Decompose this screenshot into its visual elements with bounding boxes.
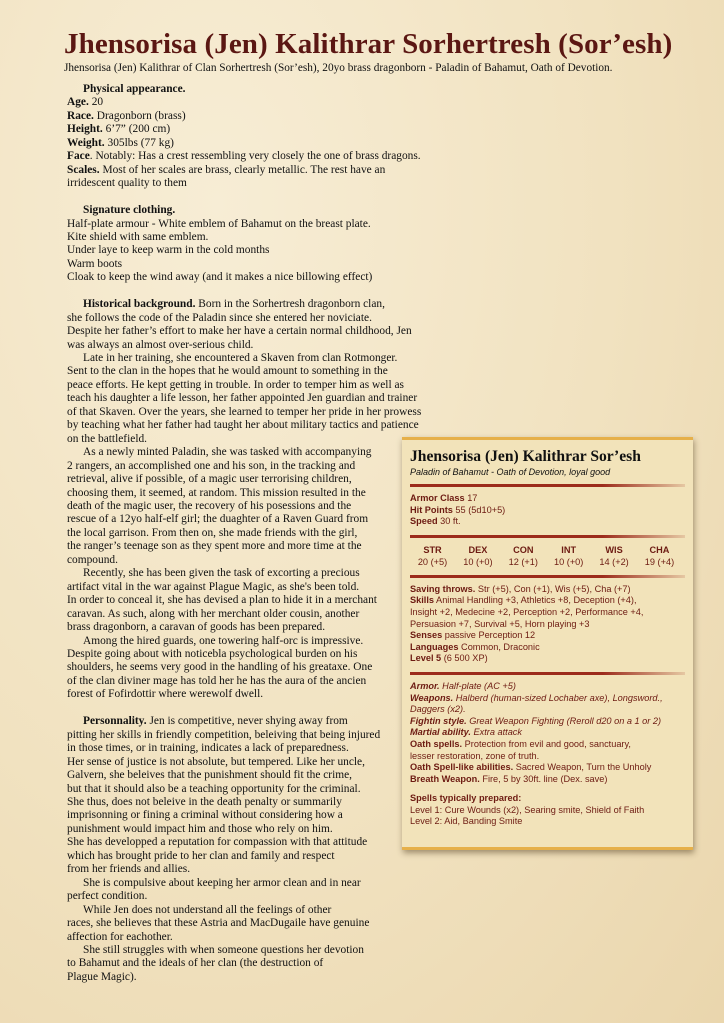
breath-weapon-label: Breath Weapon. bbox=[410, 773, 480, 784]
main-text bbox=[67, 83, 422, 984]
history-line: she follows the code of the Paladin since she entered her noviciate. bbox=[67, 311, 372, 324]
clothing-line: Half-plate armour - White emblem of Bahamut on the breast plate. bbox=[67, 217, 371, 230]
history-line: Despite going about with noticebla psychological burden on his bbox=[67, 648, 358, 660]
stat-block bbox=[402, 437, 693, 850]
history-line: Among the hired guards, one towering half-orc is impressive. bbox=[83, 634, 364, 647]
history-line: choosing them, it seemed, at random. This mission resulted in the bbox=[67, 486, 366, 499]
race-label: Race. bbox=[67, 109, 94, 122]
ability-scores bbox=[410, 544, 682, 568]
oath-spells-value-cont: lesser restoration, zone of truth. bbox=[410, 750, 540, 761]
history-line: caravan. As such, along with her merchant older cousin, another bbox=[67, 607, 360, 620]
level-label: Level 5 bbox=[410, 653, 442, 664]
ability-name: STR bbox=[423, 544, 442, 555]
history-first-line: Born in the Sorhertresh dragonborn clan, bbox=[195, 298, 385, 311]
speed-value: 30 ft. bbox=[437, 516, 461, 527]
stat-divider bbox=[410, 672, 685, 675]
history-line: artifact vital in the war against Plague Magic, as she's been told. bbox=[67, 580, 360, 593]
history-line: retrieval, alive if possible, of a magic user terrorising children, bbox=[67, 473, 352, 486]
history-line: rescue of a 12yo half-elf girl; the duaghter of a Raven Guard from bbox=[67, 513, 369, 526]
ability-str bbox=[410, 544, 455, 568]
senses-value: passive Perception 12 bbox=[442, 630, 536, 641]
skills-label: Skills bbox=[410, 595, 435, 606]
history-heading: Historical background. bbox=[83, 298, 196, 311]
clothing-line: Cloak to keep the wind away (and it makes a nice billowing effect) bbox=[67, 271, 373, 284]
ability-value: 14 (+2) bbox=[599, 556, 629, 567]
scales-label: Scales. bbox=[67, 163, 100, 176]
ability-name: CON bbox=[513, 544, 534, 555]
weapons-value-cont: Daggers (x2). bbox=[410, 704, 466, 715]
languages-value: Common, Draconic bbox=[458, 641, 540, 652]
ability-name: CHA bbox=[649, 544, 670, 555]
height-label: Height. bbox=[67, 123, 103, 136]
personality-first-line: Jen is competitive, never shying away from bbox=[146, 715, 348, 728]
clothing-line: Under laye to keep warm in the cold months bbox=[67, 244, 270, 257]
history-line: on the battlefield. bbox=[67, 432, 148, 445]
personality-line: punishment would impact him and those who rely on him. bbox=[67, 822, 333, 835]
history-line: of that Skaven. Over the years, she learned to temper her pride in her prowess bbox=[67, 405, 422, 418]
personality-line: races, she believes that these Astria and MacDugaile have genuine bbox=[67, 917, 370, 930]
martial-label: Martial ability. bbox=[410, 727, 471, 738]
clothing-line: Kite shield with same emblem. bbox=[67, 230, 209, 243]
height-value: 6’7” (200 cm) bbox=[105, 123, 171, 136]
ac-label: Armor Class bbox=[410, 493, 465, 503]
personality-line: She is compulsive about keeping her armor clean and in near bbox=[83, 876, 361, 889]
history-line: Sent to the clan in the hopes that he would amount to something in the bbox=[67, 365, 388, 378]
race-value: Dragonborn (brass) bbox=[96, 109, 186, 122]
age-value: 20 bbox=[91, 96, 104, 109]
weight-value: 305lbs (77 kg) bbox=[107, 136, 174, 149]
ac-value: 17 bbox=[464, 493, 478, 503]
history-line: 2 rangers, an accomplished one and his son, in the tracking and bbox=[67, 459, 356, 472]
ability-name: INT bbox=[561, 544, 577, 555]
ability-wis bbox=[592, 544, 637, 568]
skills-value: Animal Handling +3, Athletics +8, Deception (+4), bbox=[434, 595, 637, 606]
stat-divider bbox=[410, 575, 685, 578]
ability-int bbox=[546, 544, 591, 568]
ability-con bbox=[501, 544, 546, 568]
weapons-label: Weapons. bbox=[410, 692, 454, 703]
history-line: Despite her father’s effort to make her have a certain normal childhood, Jen bbox=[67, 325, 412, 338]
page-subtitle: Jhensorisa (Jen) Kalithrar of Clan Sorhertresh (Sor’esh), 20yo brass dragonborn - Paladin of Bahamut, Oath of Devotion. bbox=[64, 62, 613, 74]
hp-label: Hit Points bbox=[410, 504, 453, 515]
senses-label: Senses bbox=[410, 630, 443, 641]
history-line: forest of Fofirdottir where werewolf dwell. bbox=[67, 688, 264, 701]
age-label: Age. bbox=[67, 96, 89, 109]
history-line: was always an almost over-serious child. bbox=[67, 338, 254, 351]
ability-value: 10 (+0) bbox=[553, 556, 584, 567]
history-line: shoulders, he seems very good in the handling of his greataxe. One bbox=[67, 661, 373, 674]
stat-block-type: Paladin of Bahamut - Oath of Devotion, loyal good bbox=[410, 467, 611, 477]
history-line: the ranger’s teenage son as they spent more and more time at the bbox=[67, 540, 362, 553]
personality-line: which has brought pride to her clan and family and respect bbox=[67, 849, 335, 862]
saves-label: Saving throws. bbox=[410, 583, 476, 594]
physical-heading: Physical appearance. bbox=[83, 83, 186, 95]
clothing-line: Warm boots bbox=[67, 257, 123, 270]
level-value: (6 500 XP) bbox=[441, 653, 488, 664]
personality-line: in those times, or in training, indicates a lack of preparedness. bbox=[67, 742, 349, 755]
hp-value: 55 (5d10+5) bbox=[452, 504, 506, 515]
personality-line: but that it should also be a teaching opportunity for the criminal. bbox=[67, 782, 361, 795]
weapons-value: Halberd (human-sized Lochaber axe), Longsword., bbox=[453, 692, 663, 703]
face-value: . Notably: Has a crest ressembling very closely the one of brass dragons. bbox=[89, 150, 421, 163]
history-line: death of the magic user, the recovery of his posessions and the bbox=[67, 500, 352, 513]
ability-value: 12 (+1) bbox=[508, 556, 538, 567]
saves-value: Str (+5), Con (+1), Wis (+5), Cha (+7) bbox=[475, 583, 631, 594]
ability-dex bbox=[455, 544, 500, 568]
personality-line: She thus, does not beleive in the death penalty or summarily bbox=[67, 795, 342, 808]
skills-value-cont: Persuasion +7, Survival +5, Horn playing +3 bbox=[410, 618, 590, 629]
history-line: Late in her training, she encountered a Skaven from clan Rotmonger. bbox=[83, 352, 398, 365]
breath-weapon-value: Fire, 5 by 30ft. line (Dex. save) bbox=[479, 773, 608, 784]
oath-abilities-label: Oath Spell-like abilities. bbox=[410, 762, 514, 773]
oath-spells-value: Protection from evil and good, sanctuary, bbox=[462, 738, 631, 749]
spells-label: Spells typically prepared: bbox=[410, 793, 522, 804]
oath-abilities-value: Sacred Weapon, Turn the Unholy bbox=[513, 762, 652, 773]
ability-name: DEX bbox=[468, 544, 488, 555]
speed-label: Speed bbox=[410, 516, 438, 527]
scales-value-cont: irridescent quality to them bbox=[67, 177, 187, 190]
armor-label: Armor. bbox=[410, 680, 440, 691]
clothing-heading: Signature clothing. bbox=[83, 204, 176, 217]
spells-level-1: Level 1: Cure Wounds (x2), Searing smite, Shield of Faith bbox=[410, 804, 645, 815]
stat-divider bbox=[410, 484, 685, 487]
ability-value: 20 (+5) bbox=[417, 556, 448, 567]
history-line: As a newly minted Paladin, she was tasked with accompanying bbox=[83, 446, 372, 459]
history-line: the local garrison. From then on, she made friends with the girl, bbox=[67, 526, 358, 539]
personality-line: from her friends and allies. bbox=[67, 863, 191, 876]
personality-line: to Bahamut and the ideals of her clan (the destruction of bbox=[67, 957, 324, 970]
fighting-style-value: Great Weapon Fighting (Reroll d20 on a 1 or 2) bbox=[466, 715, 662, 726]
personality-line: She still struggles with when someone questions her devotion bbox=[83, 943, 364, 956]
history-line: peace efforts. He kept getting in trouble. In order to temper him as well as bbox=[67, 378, 404, 391]
history-line: brass dragonborn, a caravan of goods has been prepared. bbox=[67, 621, 326, 634]
ability-cha bbox=[637, 544, 682, 568]
weight-label: Weight. bbox=[67, 136, 105, 149]
history-line: Recently, she has been given the task of excorting a precious bbox=[83, 567, 360, 580]
history-line: teach his daughter a life lesson, her father appointed Jen guardian and trainer bbox=[67, 392, 418, 405]
armor-value: Half-plate (AC +5) bbox=[439, 680, 516, 691]
personality-line: pitting her skills in friendly competition, beleiving that being injured bbox=[67, 728, 381, 741]
personality-line: She has developped a reputation for compassion with that attitude bbox=[67, 836, 368, 849]
languages-label: Languages bbox=[410, 641, 459, 652]
personality-heading: Personnality. bbox=[83, 715, 147, 728]
stat-divider bbox=[410, 535, 685, 538]
history-line: In order to conceal it, she has devised a plan to hide it in a merchant bbox=[67, 594, 377, 607]
personality-line: imprisonning or fining a criminal without considering how a bbox=[67, 809, 343, 822]
scales-value: Most of her scales are brass, clearly metallic. The rest have an bbox=[102, 163, 386, 176]
personality-line: Plague Magic). bbox=[67, 970, 137, 983]
ability-value: 19 (+4) bbox=[644, 556, 675, 567]
history-line: of the clan diviner mage has told her he has the aura of the ancien bbox=[67, 674, 367, 687]
face-label: Face bbox=[67, 150, 90, 163]
personality-line: affection for eachother. bbox=[67, 930, 173, 943]
history-line: by teaching what her father had taught her about military tactics and patience bbox=[67, 419, 419, 432]
martial-value: Extra attack bbox=[470, 727, 522, 738]
stat-block-name: Jhensorisa (Jen) Kalithrar Sor’esh bbox=[410, 448, 641, 465]
oath-spells-label: Oath spells. bbox=[410, 738, 463, 749]
ability-value: 10 (+0) bbox=[463, 556, 493, 567]
ability-name: WIS bbox=[605, 544, 623, 555]
personality-line: perfect condition. bbox=[67, 890, 148, 903]
page-title: Jhensorisa (Jen) Kalithrar Sorhertresh (Sor’esh) bbox=[64, 28, 673, 60]
history-line: compound. bbox=[67, 553, 118, 566]
personality-line: While Jen does not understand all the feelings of other bbox=[83, 903, 332, 916]
skills-value-cont: Insight +2, Medecine +2, Perception +2, Performance +4, bbox=[410, 606, 644, 617]
spells-level-2: Level 2: Aid, Banding Smite bbox=[410, 816, 523, 827]
fighting-style-label: Fightin style. bbox=[410, 715, 467, 726]
personality-line: Galvern, she beleives that the punishment should fit the crime, bbox=[67, 769, 353, 782]
personality-line: Her sense of justice is not absolute, but tempered. Like her uncle, bbox=[67, 755, 365, 768]
